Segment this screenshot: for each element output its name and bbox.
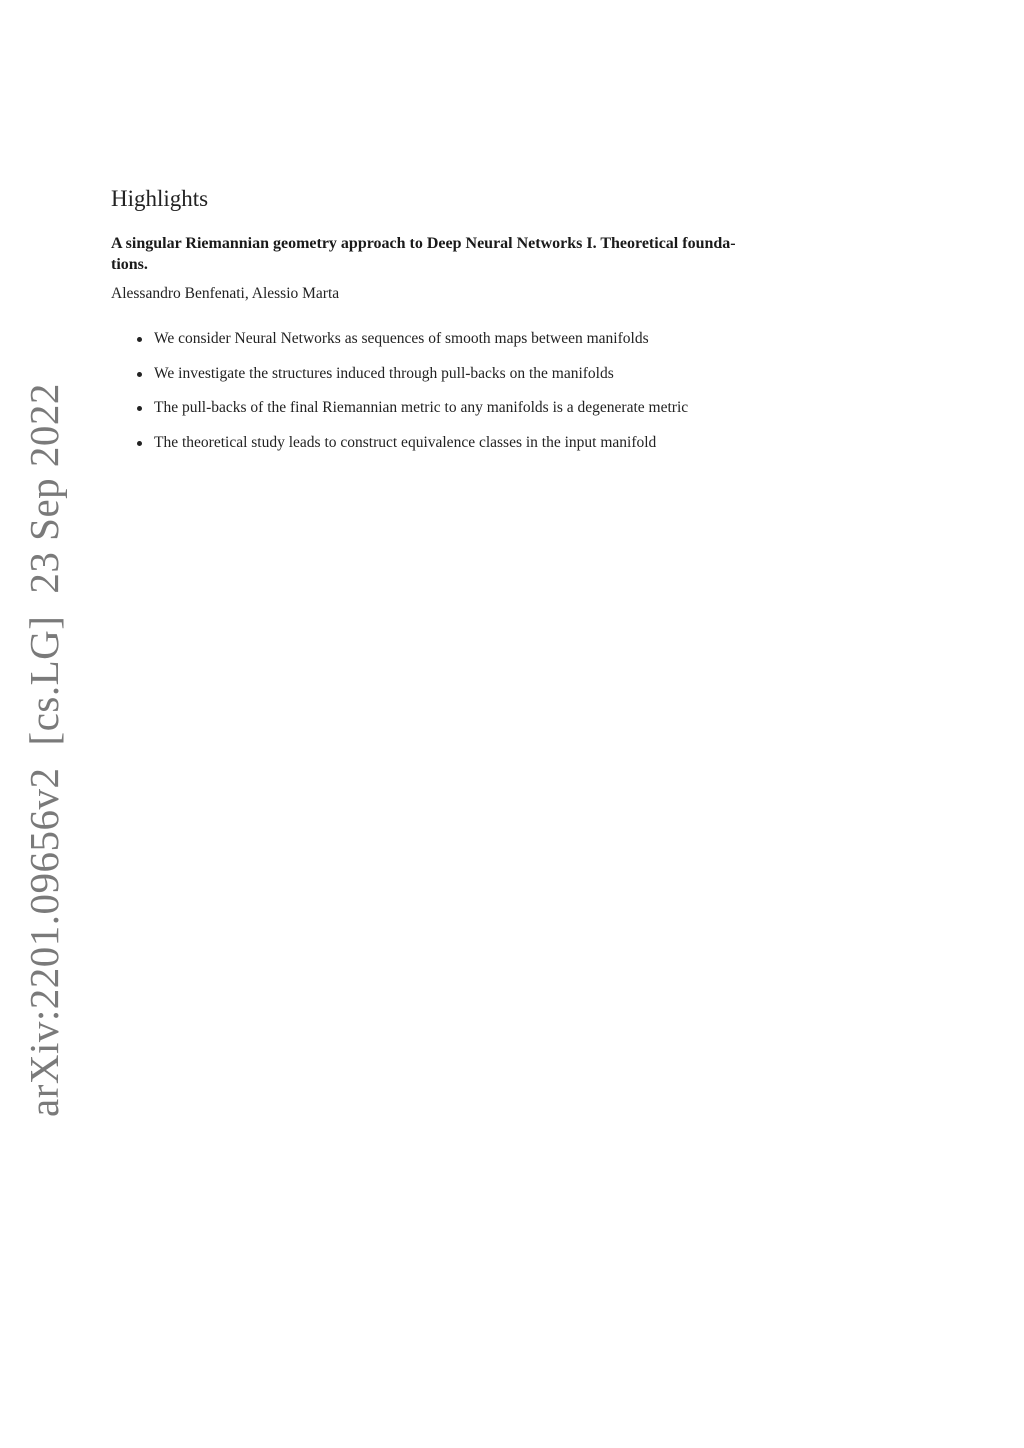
paper-title [111,233,916,275]
paper-title-line-1: A singular Riemannian geometry approach to Deep Neural Networks I. Theoretical founda- [111,235,736,252]
bullet-icon [137,372,142,377]
highlight-text: We consider Neural Networks as sequences of smooth maps between manifolds [154,330,649,347]
arxiv-date: 23 Sep 2022 [21,383,67,594]
bullet-icon [137,337,142,342]
highlight-text: The theoretical study leads to construct equivalence classes in the input manifold [154,433,657,451]
highlight-text: We investigate the structures induced through pull-backs on the manifolds [154,364,614,382]
arxiv-id: arXiv:2201.09656v2 [21,767,67,1117]
arxiv-side-stamp [20,383,68,1117]
highlight-item [111,363,688,398]
highlights-list [111,328,688,466]
highlight-item [111,397,688,432]
highlight-item [111,432,688,467]
highlights-heading: Highlights [111,186,209,211]
highlight-text: The pull-backs of the final Riemannian metric to any manifolds is a degenerate metric [154,399,689,416]
highlight-item [111,328,688,363]
bullet-icon [137,441,142,446]
bullet-icon [137,406,142,411]
arxiv-category: [cs.LG] [21,615,67,746]
paper-title-line-2: tions. [111,256,148,273]
author-list: Alessandro Benfenati, Alessio Marta [111,285,340,302]
